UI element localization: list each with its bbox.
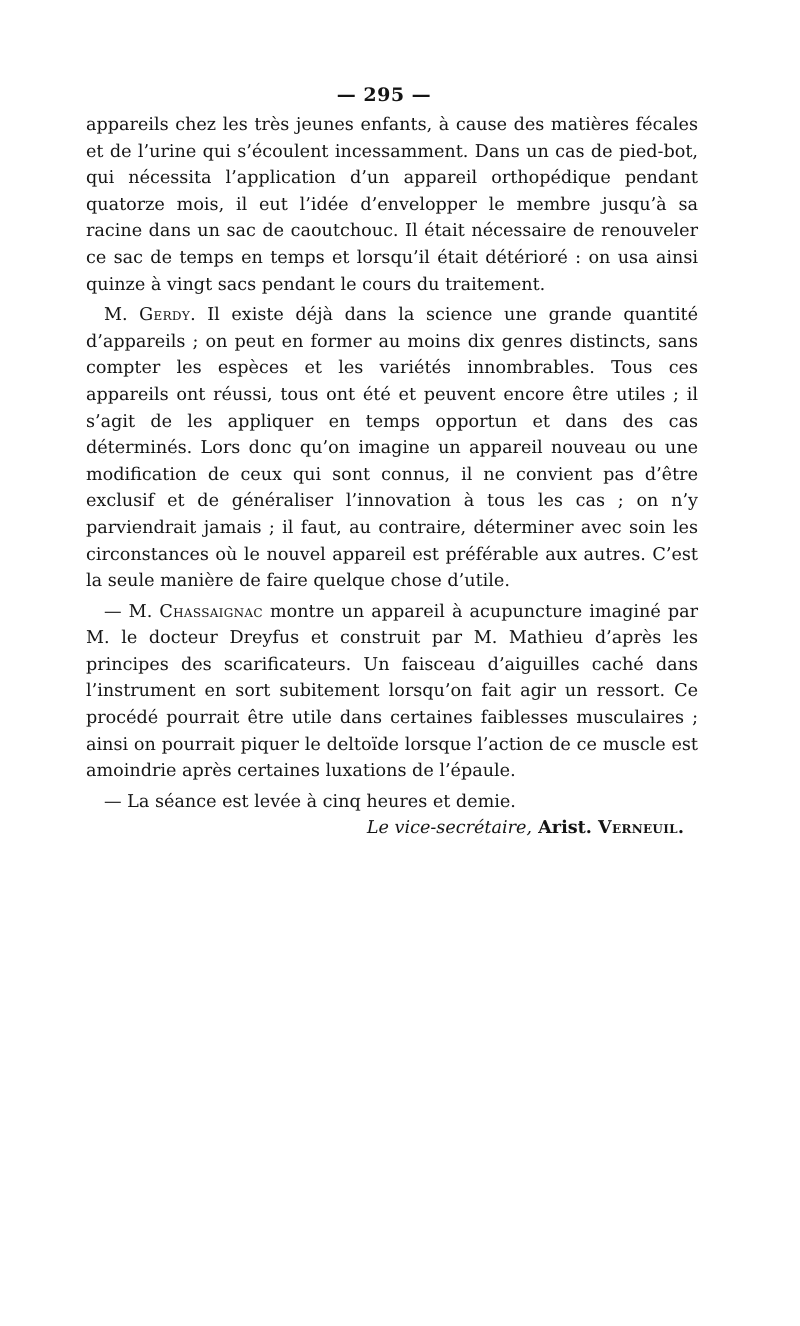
signature-name-suffix: . [677, 817, 684, 839]
speaker-name: Chassaignac [159, 601, 263, 622]
paragraph-1: appareils chez les très jeunes enfants, à cause des matières fécales et de l’urine qui s’écoulent incessamment. Dans un cas de pied-bot, qui nécessita l’application d’un appareil orthopédique pendant quatorze mois, il eut l’idée d’envelopper le membre jusqu’à sa racine dans un sac de caoutchouc. Il était nécessaire de renouveler ce sac de temps en temps et lorsqu’il était détérioré : on usa ainsi quinze à vingt sacs pendant le cours du traitement. [86, 115, 698, 295]
paragraph-3-text: montre un appareil à acupuncture imaginé par M. le docteur Dreyfus et construit par M. Mathieu d’après les principes des scarificateurs. Un faisceau d’aiguilles caché dans l’instrument en sort subitement lorsqu’on fait agir un ressort. Ce procédé pourrait être utile dans certaines faiblesses musculaires ; ainsi on pourrait piquer le deltoïde lorsque l’action de ce muscle est amoindrie après certaines luxations de l’épaule. [86, 601, 698, 782]
signature-title: Le vice-secrétaire, [366, 818, 533, 839]
signature-name: Verneuil [598, 817, 678, 839]
paragraph-3 [86, 599, 698, 785]
speaker-name: Gerdy [139, 305, 191, 326]
paragraph-4: — La séance est levée à cinq heures et demie. [104, 791, 516, 812]
paragraph-2 [86, 302, 698, 595]
speaker-prefix: — M. [104, 601, 160, 622]
signature [86, 815, 698, 842]
speaker-prefix: M. [104, 305, 140, 326]
paragraph-2-text: . Il existe déjà dans la science une grande quantité d’appareils ; on peut en former au moins dix genres distincts, sans compter les espèces et les variétés innombrables. Tous ces appareils ont réussi, tous ont été et peuvent encore être utiles ; il s’agit de les appliquer en temps opportun et dans des cas déterminés. Lors donc qu’on imagine un appareil nouveau ou une modification de ceux qui sont connus, il ne convient pas d’être exclusif et de généraliser l’innovation à tous les cas ; on n’y parviendrait jamais ; il faut, au contraire, déterminer avec soin les circonstances où le nouvel appareil est préférable aux autres. C’est la seule manière de faire quelque chose d’utile. [86, 305, 698, 592]
page-number: — 295 — [336, 84, 432, 106]
body-text [86, 112, 698, 842]
signature-name-prefix: Arist. [532, 817, 599, 839]
